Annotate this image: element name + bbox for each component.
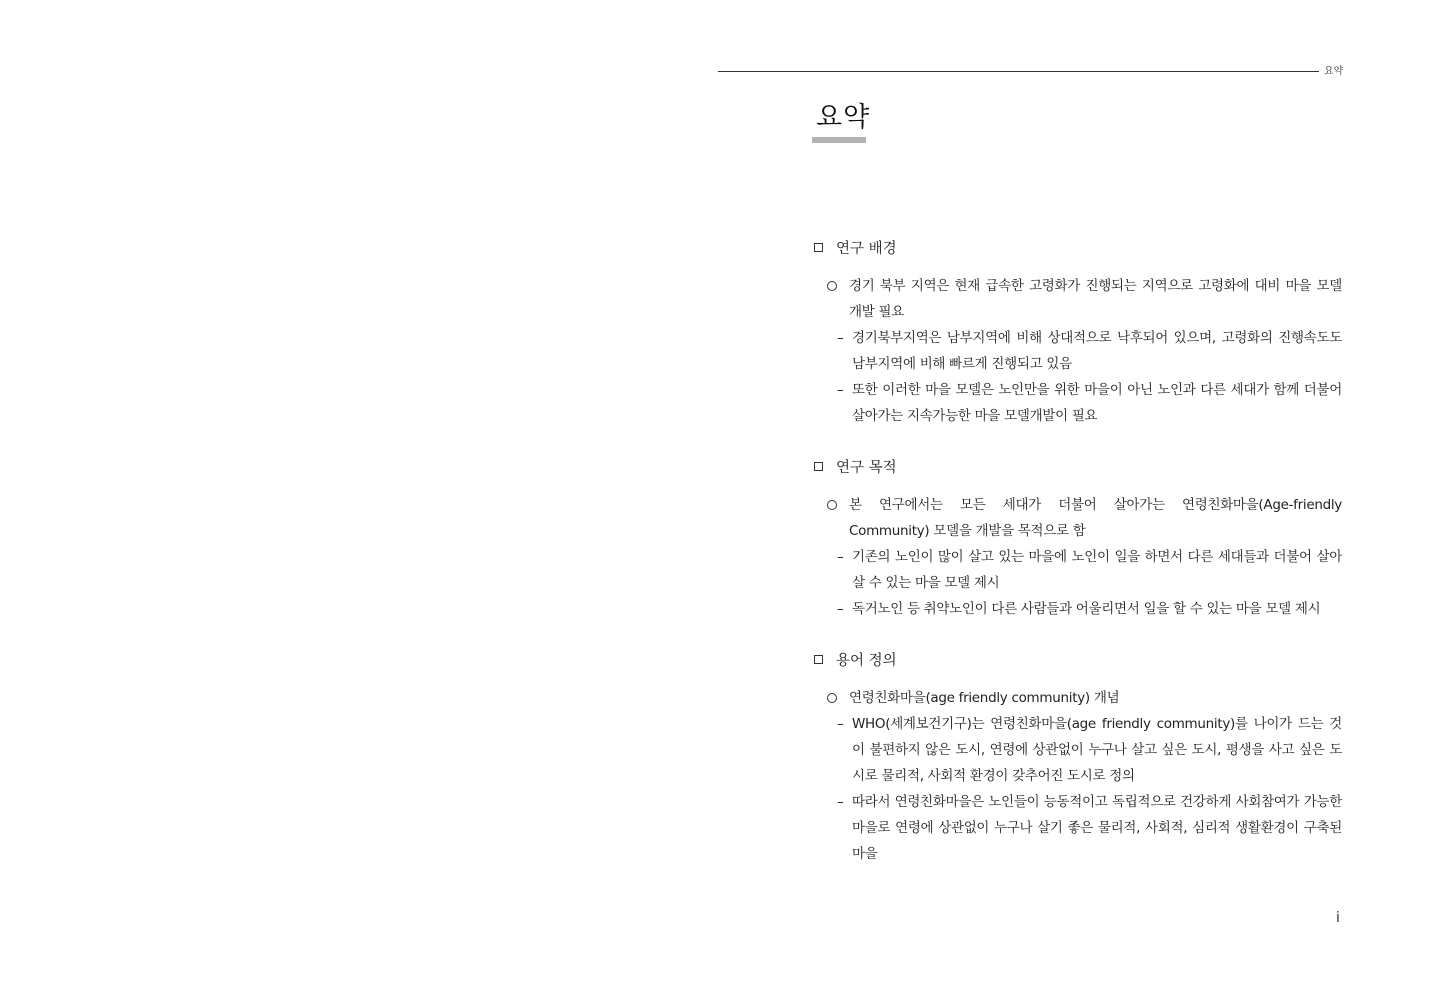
header-rule xyxy=(718,71,1319,72)
sub-bullet-item xyxy=(812,596,1342,622)
section-definition xyxy=(812,646,1342,867)
section-heading xyxy=(812,646,1342,672)
sub-bullet-text: 독거노인 등 취약노인이 다른 사람들과 어울리면서 일을 할 수 있는 마을 모델 제시 xyxy=(852,601,1321,617)
dash-icon: – xyxy=(837,330,844,346)
section-heading-text: 용어 정의 xyxy=(836,652,897,669)
sub-bullet-text: 또한 이러한 마을 모델은 노인만을 위한 마을이 아닌 노인과 다른 세대가 함께 더불어 살아가는 지속가능한 마을 모델개발이 필요 xyxy=(852,382,1342,424)
dash-icon: – xyxy=(837,382,844,398)
section-background xyxy=(812,234,1342,429)
square-outline-icon xyxy=(814,655,823,664)
dash-icon: – xyxy=(837,601,844,617)
page-title: 요약 xyxy=(816,102,871,133)
running-header-label: 요약 xyxy=(1324,66,1344,77)
summary-content xyxy=(812,234,1342,891)
square-outline-icon xyxy=(814,462,823,471)
dash-icon: – xyxy=(837,716,844,732)
circle-outline-icon xyxy=(827,693,837,703)
square-outline-icon xyxy=(814,243,823,252)
section-heading-text: 연구 배경 xyxy=(836,240,897,257)
page-number: i xyxy=(1336,910,1340,926)
circle-outline-icon xyxy=(827,281,837,291)
sub-bullet-text: 따라서 연령친화마을은 노인들이 능동적이고 독립적으로 건강하게 사회참여가 가능한 마을로 연령에 상관없이 누구나 살기 좋은 물리적, 사회적, 심리적 생활환경이 구축된 마을 xyxy=(852,794,1342,862)
sub-bullet-text: 기존의 노인이 많이 살고 있는 마을에 노인이 일을 하면서 다른 세대들과 더불어 살아살 수 있는 마을 모델 제시 xyxy=(852,549,1342,591)
bullet-text: 경기 북부 지역은 현재 급속한 고령화가 진행되는 지역으로 고령화에 대비 마을 모델 개발 필요 xyxy=(849,278,1342,320)
sub-bullet-text: 경기북부지역은 남부지역에 비해 상대적으로 낙후되어 있으며, 고령화의 진행속도도 남부지역에 비해 빠르게 진행되고 있음 xyxy=(852,330,1342,372)
bullet-item xyxy=(812,492,1342,544)
section-heading xyxy=(812,453,1342,479)
sub-bullet-item xyxy=(812,544,1342,596)
dash-icon: – xyxy=(837,794,844,810)
section-heading xyxy=(812,234,1342,260)
sub-bullet-item xyxy=(812,711,1342,789)
circle-outline-icon xyxy=(827,500,837,510)
section-heading-text: 연구 목적 xyxy=(836,459,897,476)
bullet-item xyxy=(812,273,1342,325)
sub-bullet-text: WHO(세계보건기구)는 연령친화마을(age friendly community)를 나이가 드는 것이 불편하지 않은 도시, 연령에 상관없이 누구나 살고 싶은 도시, 평생을 사고 싶은 도시로 물리적, 사회적 환경이 갖추어진 도시로 정의 xyxy=(852,716,1342,784)
sub-bullet-item xyxy=(812,377,1342,429)
bullet-item xyxy=(812,685,1342,711)
dash-icon: – xyxy=(837,549,844,565)
bullet-text: 연령친화마을(age friendly community) 개념 xyxy=(849,690,1120,706)
sub-bullet-item xyxy=(812,325,1342,377)
sub-bullet-item xyxy=(812,789,1342,867)
bullet-text: 본 연구에서는 모든 세대가 더불어 살아가는 연령친화마을(Age-friendly Community) 모델을 개발을 목적으로 함 xyxy=(849,497,1342,539)
section-purpose xyxy=(812,453,1342,622)
title-underline xyxy=(812,137,866,143)
